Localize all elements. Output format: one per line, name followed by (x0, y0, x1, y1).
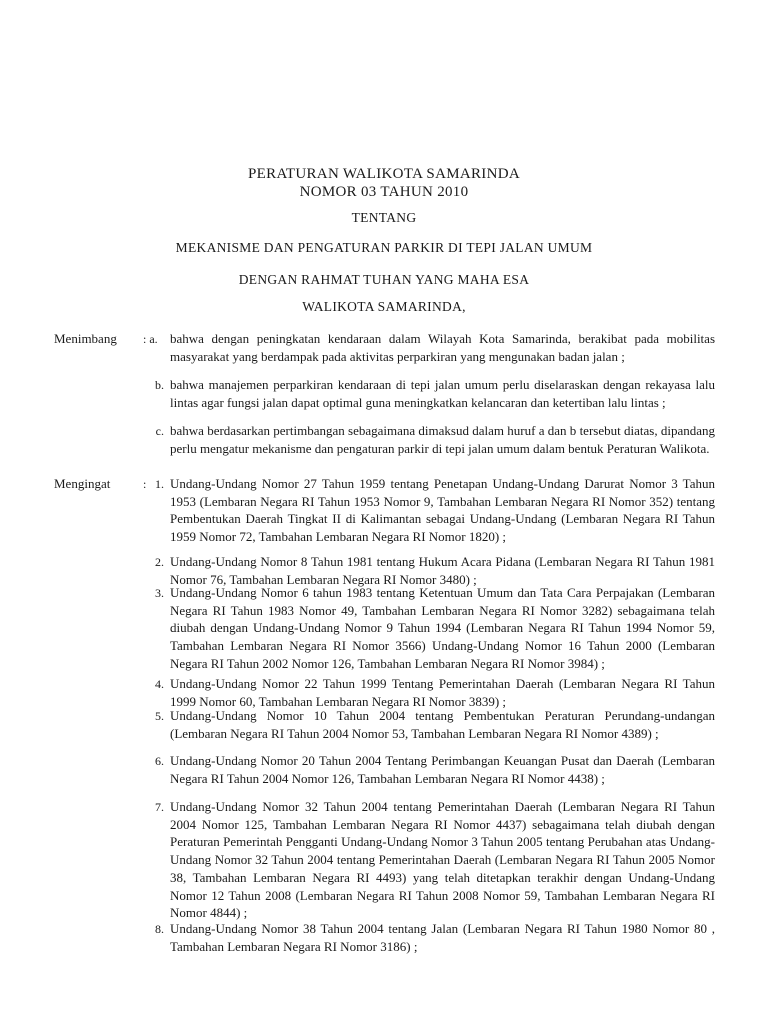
mengingat-marker-7: 7. (155, 800, 164, 814)
mengingat-marker-3: 3. (155, 586, 164, 600)
title-line-2: NOMOR 03 TAHUN 2010 (299, 184, 469, 200)
mengingat-marker-8: 8. (155, 922, 164, 936)
mengingat-item-6: Undang-Undang Nomor 20 Tahun 2004 Tentang Perimbangan Keuangan Pusat dan Daerah (Lembaran Negara RI Tahun 2004 Nomor 126, Tambahan Lembaran Negara RI Nomor 4438) ; (170, 753, 715, 786)
mengingat-item-8: Undang-Undang Nomor 38 Tahun 2004 tentang Jalan (Lembaran Negara RI Tahun 1980 Nomor 80 , Tambahan Lembaran Negara RI Nomor 3186) ; (170, 921, 715, 954)
menimbang-item-a: bahwa dengan peningkatan kendaraan dalam Wilayah Kota Samarinda, berakibat pada mobilitas masyarakat yang berdampak pada aktivitas perparkiran yang mengunakan badan jalan ; (170, 331, 715, 364)
menimbang-marker-b: b. (155, 378, 164, 392)
mengingat-item-2: Undang-Undang Nomor 8 Tahun 1981 tentang Hukum Acara Pidana (Lembaran Negara RI Tahun 1981 Nomor 76, Tambahan Lembaran Negara RI Nomor 3480) ; (170, 554, 715, 587)
subject-heading: MEKANISME DAN PENGATURAN PARKIR DI TEPI JALAN UMUM (175, 240, 593, 255)
rahmat-heading: DENGAN RAHMAT TUHAN YANG MAHA ESA (238, 272, 530, 287)
menimbang-marker-a: : a. (143, 332, 158, 346)
walikota-heading: WALIKOTA SAMARINDA, (302, 299, 466, 314)
title-line-1: PERATURAN WALIKOTA SAMARINDA (248, 166, 520, 182)
menimbang-item-b: bahwa manajemen perparkiran kendaraan di tepi jalan umum perlu diselaraskan dengan rekayasa lalu lintas agar fungsi jalan dapat optimal guna meningkatkan kelancaran dan ketertiban lalu lintas ; (170, 377, 715, 410)
mengingat-marker-4: 4. (155, 677, 164, 691)
menimbang-marker-c: c. (155, 424, 164, 438)
mengingat-marker-2: 2. (155, 555, 164, 569)
mengingat-item-5: Undang-Undang Nomor 10 Tahun 2004 tentang Pembentukan Peraturan Perundang-undangan (Lembaran Negara RI Tahun 2004 Nomor 53, Tambahan Lembaran Negara RI Nomor 4389) ; (170, 708, 715, 741)
mengingat-marker-6: 6. (155, 754, 164, 768)
mengingat-colon: : (143, 477, 147, 491)
mengingat-item-7: Undang-Undang Nomor 32 Tahun 2004 tentang Pemerintahan Daerah (Lembaran Negara RI Tahun 2004 Nomor 125, Tambahan Lembaran Negara RI Nomor 4437) sebagaimana telah diubah dengan Peraturan Pemerintah Pengganti Undang-Undang Nomor 3 Tahun 2005 tentang Perubahan atas Undang-Undang Nomor 32 Tahun 2004 tentang Pemerintahan Daerah (Lembaran Negara RI Tahun 2005 Nomor 38, Tambahan Lembaran Negara RI 4493) yang telah ditetapkan terakhir dengan Undang-Undang Nomor 12 Tahun 2008 (Lembaran Negara RI Tahun 2008 Nomor 59, Tambahan Lembaran Negara RI Nomor 4844) ; (170, 799, 715, 921)
mengingat-item-1: Undang-Undang Nomor 27 Tahun 1959 tentang Penetapan Undang-Undang Darurat Nomor 3 Tahun 1953 (Lembaran Negara RI Tahun 1953 Nomor 9, Tambahan Lembaran Negara RI Nomor 352) tentang Pembentukan Daerah Tingkat II di Kalimantan sebagai Undang-Undang (Lembaran Negara RI Tahun 1959 Nomor 72, Tambahan Lembaran Negara RI Nomor 1820) ; (170, 476, 715, 545)
mengingat-marker-1: 1. (155, 477, 164, 491)
mengingat-item-4: Undang-Undang Nomor 22 Tahun 1999 Tentang Pemerintahan Daerah (Lembaran Negara RI Tahun 1999 Nomor 60, Tambahan Lembaran Negara RI Nomor 3839) ; (170, 676, 715, 709)
mengingat-label: Mengingat (54, 476, 111, 491)
mengingat-item-3: Undang-Undang Nomor 6 tahun 1983 tentang Ketentuan Umum dan Tata Cara Perpajakan (Lembaran Negara RI Tahun 1983 Nomor 49, Tambahan Lembaran Negara RI Nomor 3282) sebagaimana telah diubah dengan Undang-Undang Nomor 9 Tahun 1994 (Lembaran Negara RI Tahun 1994 Nomor 59, Tambahan Lembaran Negara RI Nomor 3566) Undang-Undang Nomor 16 Tahun 2000 (Lembaran Negara RI Tahun 2002 Nomor 126, Tambahan Lembaran Negara RI Nomor 3984) ; (170, 585, 715, 671)
menimbang-label: Menimbang (54, 331, 117, 346)
menimbang-item-c: bahwa berdasarkan pertimbangan sebagaimana dimaksud dalam huruf a dan b tersebut diatas, dipandang perlu mengatur mekanisme dan pengaturan parkir di tepi jalan umum dalam bentuk Peraturan Walikota. (170, 423, 715, 456)
tentang-heading: TENTANG (351, 210, 417, 225)
mengingat-marker-5: 5. (155, 709, 164, 723)
